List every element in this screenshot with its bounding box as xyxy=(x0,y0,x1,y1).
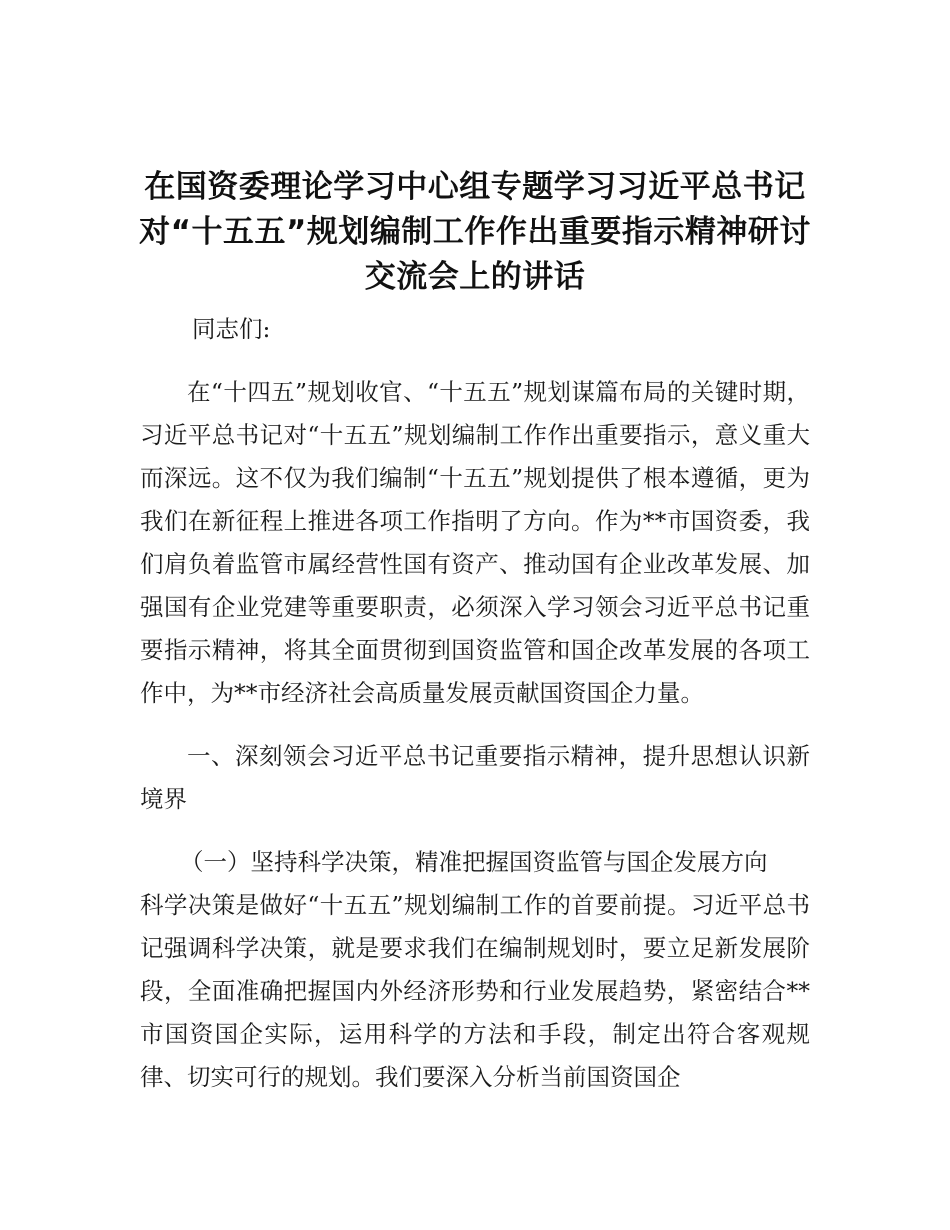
greeting: 同志们: xyxy=(192,315,271,343)
document-body xyxy=(140,308,810,1099)
section-heading-1: 一、深刻领会习近平总书记重要指示精神，提升思想认识新境界 xyxy=(140,742,810,813)
paragraph-intro: 在“十四五”规划收官、“十五五”规划谋篇布局的关键时期，习近平总书记对“十五五”规划编制工作作出重要指示，意义重大而深远。这不仅为我们编制“十五五”规划提供了根本遵循，更为我们在新征程上推进各项工作指明了方向。作为**市国资委，我们肩负着监管市属经营性国有资产、推动国有企业改革发展、加强国有企业党建等重要职责，必须深入学习领会习近平总书记重要指示精神，将其全面贯彻到国资监管和国企改革发展的各项工作中，为**市经济社会高质量发展贡献国资国企力量。 xyxy=(140,378,810,707)
paragraph-scientific-decision: 科学决策是做好“十五五”规划编制工作的首要前提。习近平总书记强调科学决策，就是要求我们在编制规划时，要立足新发展阶段，全面准确把握国内外经济形势和行业发展趋势，紧密结合**市国资国企实际，运用科学的方法和手段，制定出符合客观规律、切实可行的规划。我们要深入分析当前国资国企 xyxy=(140,891,810,1091)
document-title: 在国资委理论学习中心组专题学习习近平总书记对“十五五”规划编制工作作出重要指示精神研讨交流会上的讲话 xyxy=(139,169,811,295)
sub-heading-1: （一）坚持科学决策，精准把握国资监管与国企发展方向 xyxy=(180,848,768,876)
